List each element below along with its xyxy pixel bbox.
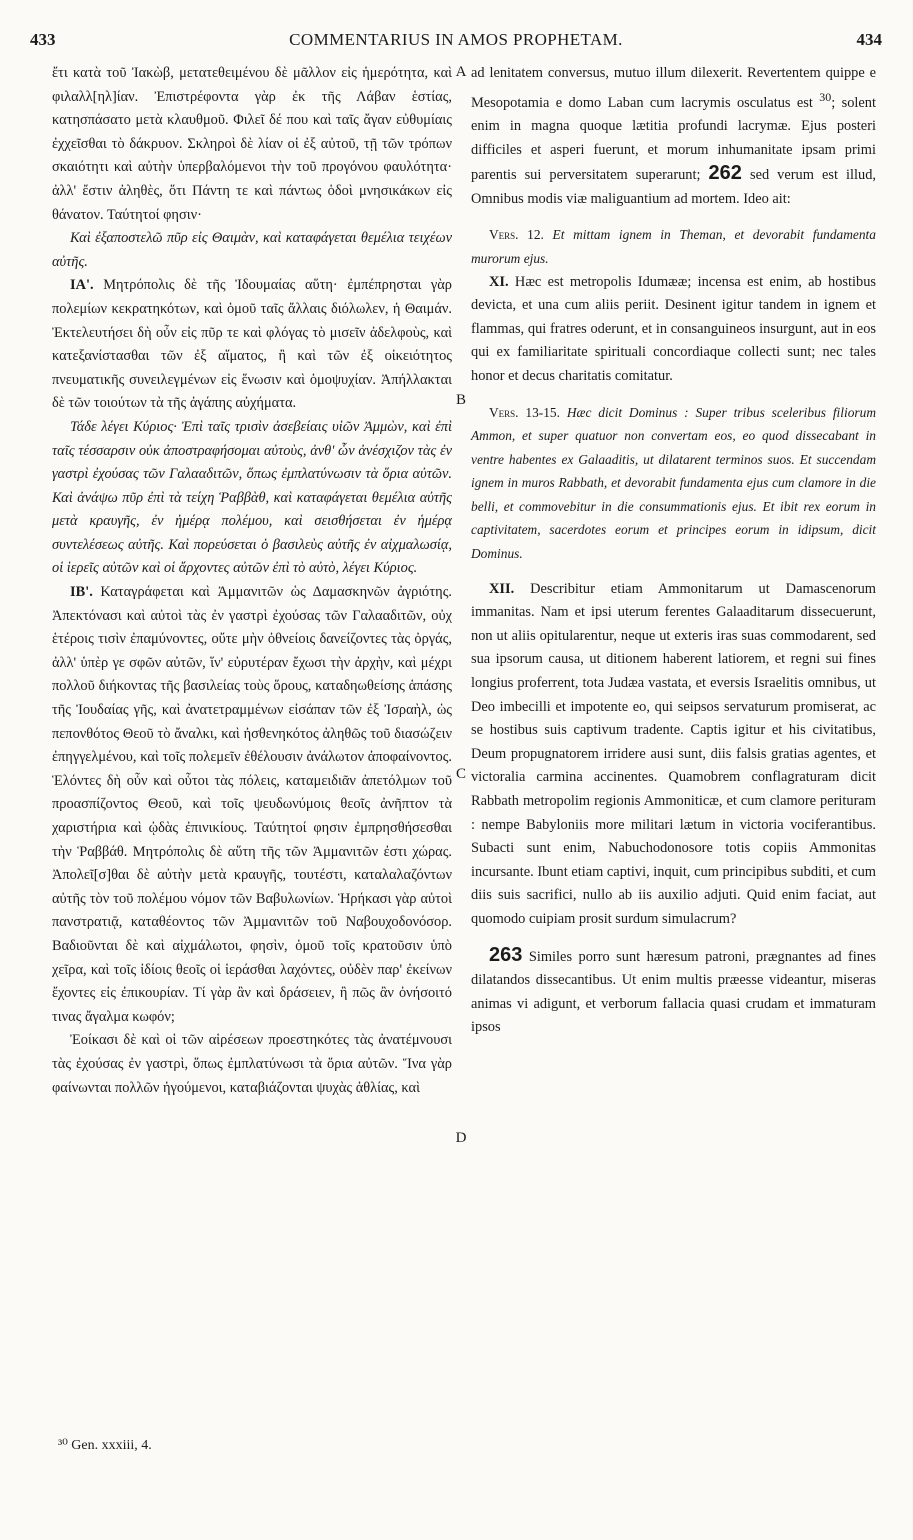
page-number-left: 433 bbox=[30, 30, 56, 49]
greek-paragraph-intro: ἔτι κατὰ τοῦ Ἰακὼβ, μετατεθειμένου δὲ μᾶλλον εἰς ἡμερότητα, καὶ φιλαλλ[ηλ]ίαν. Ἐπιστρέφοντα γὰρ ἐκ τῆς Λάβαν ἑστίας, κατησπάσατο μετὰ κλαυθμοῦ. Φιλεῖ δέ που καὶ ταῖς ἄγαν εὐθυμίαις ἐχχεῖσθαι τὸ δάκρυον. Σκληροὶ δὲ λίαν οἱ ἐξ αὐτοῦ, τῇ τῶν τρόπων σκαιότητι καὶ αὐτὴν ὑπερβαλόμενοι τὴν τοῦ προγόνου φαυλότητα· ἀλλ' ἔστιν ἀληθὲς, ὅτι Πάντη τε καὶ πάντως ὁδοὶ μνησικάκων εἰς θάνατον. Ταύτητοί φησιν· bbox=[52, 65, 452, 223]
margin-letter-c: C bbox=[455, 766, 466, 782]
latin-verse-12 bbox=[471, 223, 876, 270]
latin-intro-text: ad lenitatem conversus, mutuo illum dilexerit. Revertentem quippe e Mesopotamia e domo Laban cum lacrymis osculatus est bbox=[471, 65, 876, 111]
latin-section-12-number: XII. bbox=[489, 580, 515, 597]
page-header bbox=[30, 30, 882, 56]
latin-verse-12-text: Et mittam ignem in Theman, et devorabit fundamenta murorum ejus. bbox=[471, 227, 876, 266]
latin-column bbox=[471, 62, 876, 1040]
latin-paragraph-heresies bbox=[471, 944, 876, 1040]
running-title: COMMENTARIUS IN AMOS PROPHETAM. bbox=[289, 30, 623, 49]
greek-section-11-text: Μητρόπολις δὲ τῆς Ἰδουμαίας αὕτη· ἐμπέπρησται γὰρ πολεμίων κεκρατηκότων, καὶ ὁμοῦ ταῖς ἄλλαις διόλωλεν, ἡ Θαιμάν. Ἐκτελευτήσει δὴ οὖν εἰς πῦρ τε καὶ φλόγας τὸ μισεῖν ἀδελφοὺς, καὶ κατεξανίστασθαι τῶν ἐξ αἵματος, ἢ καὶ τῶν ἐξ οἰκειότητος πνευματικῆς συνειλεγμένων εἰς ἕνωσιν καὶ ὁμοψυχίαν. Ἀπήλλακται δὲ τῶν τοιούτων τὰ τῆς ἀγάπης αὐχήματα. bbox=[52, 277, 452, 412]
greek-column bbox=[52, 62, 452, 1100]
latin-intro-text-cont: ; solent enim in magna quoque lætitia profundi lacrymæ. Ejus posteri difficiles et asperi fuerunt, et morum inhumanitate ipsam primi parentis sui perversitatem superarunt; bbox=[471, 94, 876, 184]
column-number-263: 263 bbox=[489, 943, 523, 966]
latin-verse-13 bbox=[471, 401, 876, 566]
footnote: ³⁰ Gen. xxxiii, 4. bbox=[58, 1438, 152, 1453]
greek-section-11-number: ΙΑ'. bbox=[70, 277, 94, 294]
greek-section-12-text: Καταγράφεται καὶ Ἀμμανιτῶν ὡς Δαμασκηνῶν ἀγριότης. Ἀπεκτόνασι καὶ αὐτοὶ τὰς ἐν γαστρὶ ἐχούσας τῶν Γαλααδιτῶν, οὐχ ἑτέροις τισὶν ἐπαμύνοντες, οὔτε μὴν ὀθνείοις δανείζοντες τὰς ὀργάς, ἀλλ' ὑπὲρ γε σφῶν αὐτῶν, ἵν' εὐρυτέραν ἔχωσι τὴν ἀρχὴν, καὶ μέχρι πολλοῦ διήκοντας τῆς βασιλείας τοὺς ὅρους, καταδηωθείσης ἁπάσης τῆς Ἰουδαίας γῆς, καὶ ἀνατετραμμένων εἰσάπαν τῶν ἐξ Ἰσραὴλ, ὡς πεπονθότος Θεοῦ τὸ ἄναλκι, καὶ ἠσθενηκότος ἀληθῶς τοῦ διασώζειν ἐπηγγελμένου, καὶ τοῖς πολεμεῖν ἐθέλουσιν ἀνάλωτον ἀποφαίνοντος. Ἑλόντες δὴ οὖν καὶ οὗτοι τὰς πόλεις, καταμειδιᾶν ἀπετόλμων τοῦ προασπίζοντος Θεοῦ, καὶ τοῖς ψευδωνύμοις θεοῖς ἀνῆπτον τὰ χαριστήρια καὶ ᾠδὰς ἐπινικίους. Ταύτητοί φησιν ἐμπρησθήσεσθαι τὴν Ῥαββάθ. Μητρόπολις δὲ αὕτη τῆς τῶν Ἀμμανιτῶν ἐστι χώρας. Ἀπολεῖ[σ]θαι δὲ αὐτὴν μετὰ κραυγῆς, τουτέστι, καταλαλαζόντων αὐτῆς τὸν τοῦ πολέμου νόμον τῶν Βαβυλωνίων. Ἡρήκασι γὰρ αὐτοὶ πανστρατιᾷ, καταθέοντος τῶν Ἀμμανιτῶν τοῦ Ναβουχοδονόσορ. Βαδιοῦνται δὲ καὶ αἰχμάλωτοι, φησὶν, ὁμοῦ τοῖς κρατοῦσιν ὑπὸ χεῖρα, καὶ τοῖς ἰδίοις θεοῖς οἱ ἱεράσθαι λαχόντες, οὐδὲν παρ' ἐκείνων ἔχοντες εἰς ἐπικουρίαν. Τί γὰρ ἂν καὶ δράσειεν, ἢ πῶς ἂν ὀνήσοιτό τινας ἄγαλμα κωφόν; bbox=[52, 584, 452, 1025]
greek-verse-13: Τάδε λέγει Κύριος· Ἐπὶ ταῖς τρισὶν ἀσεβείαις υἱῶν Ἀμμὼν, καὶ ἐπὶ ταῖς τέσσαρσιν οὐκ ἀποστραφήσομαι αὐτοὺς, ἀνθ' ὧν ἀνέσχιζον τὰς ἐν γαστρὶ ἐχούσας τῶν Γαλααδιτῶν, ὅπως ἐμπλατύνωσιν τὰ ὅρια αὐτῶν. Καὶ ἀνάψω πῦρ ἐπὶ τὰ τείχη Ῥαββὰθ, καὶ καταφάγεται θεμέλια αὐτῆς μετὰ κραυγῆς, ἐν ἡμέρᾳ πολέμου, καὶ σεισθήσεται ἐν ἡμέρᾳ συντελέσεως αὐτῆς. Καὶ πορεύσεται ὁ βασιλεὺς αὐτῆς ἐν αἰχμαλωσίᾳ, οἱ ἱερεῖς αὐτῶν καὶ οἱ ἄρχοντες αὐτῶν ἐπὶ τὸ αὐτὸ, λέγει Κύριος. bbox=[52, 418, 452, 577]
latin-section-11 bbox=[471, 271, 876, 389]
latin-section-11-number: XI. bbox=[489, 273, 509, 290]
margin-letter-d: D bbox=[455, 1130, 467, 1146]
column-number-262: 262 bbox=[708, 162, 742, 185]
greek-section-12-number: ΙΒ'. bbox=[70, 584, 93, 601]
latin-verse-13-label: Vers. 13-15. bbox=[489, 404, 560, 420]
footnote-reference: 30 bbox=[819, 89, 832, 104]
margin-letter-b: B bbox=[455, 392, 466, 408]
latin-intro-text-end: sed verum est illud, Omnibus modis viæ maliguantium ad mortem. Ideo ait: bbox=[471, 167, 876, 207]
latin-paragraph-intro bbox=[471, 62, 876, 211]
greek-section-12 bbox=[52, 581, 452, 1029]
latin-verse-12-label: Vers. 12. bbox=[489, 227, 544, 243]
latin-section-12 bbox=[471, 578, 876, 932]
latin-section-12-text: Describitur etiam Ammonitarum ut Damascenorum immanitas. Nam et ipsi uterum ferentes Galaaditarum dissecuerunt, non ut aliis opitularentur, neque ut exteris iras suas commodarent, sed sua ipsorum causa, ut ditionem haberent latiorem, et regni sui fines longius proferrent, tota Judæa vastata, et eversis Israelitis omnibus, ut Deo imbecilli et impotente eo, qui seipsos servaturum promiserat, ac se hostibus suis captivum tradente. Captis igitur et his civitatibus, Deum propugnatorem irridere ausi sunt, diis falsis gratias agentes, et victoralia carmina accinentes. Quamobrem conflagraturam dicit Rabbath metropolim regionis Ammoniticæ, et cum clamore perituram : nempe Babyloniis more militari lætum in victoria vociferantibus. Subacti sunt enim, Nabuchodonosore totis copiis Ammonitas incursante. Ibunt etiam captivi, inquit, cum principibus subditi, et cum diis suis sacrifici, nullo ab iis auxilio adjuti. Quid enim faciat, aut quomodo cuipiam prosit surdum simulacrum? bbox=[471, 580, 876, 927]
greek-section-11 bbox=[52, 274, 452, 416]
latin-verse-13-text: Hæc dicit Dominus : Super tribus sceleribus filiorum Ammon, et super quatuor non convertam eos, eo quod dissecabant in ventre habentes ex Galaaditis, ut dilatarent terminos suos. Et succendam ignem in muros Rabbath, et devorabit fundamenta ejus cum clamore in die belli, et commovebitur in die consummationis ejus. Et ibit rex eorum in captivitatem, sacerdotes eorum et principes eorum in idipsum, dicit Dominus. bbox=[471, 404, 876, 562]
page-number-right: 434 bbox=[856, 30, 882, 49]
greek-paragraph-heresies: Ἐοίκασι δὲ καὶ οἱ τῶν αἱρέσεων προεστηκότες τὰς ἀνατέμνουσι τὰς ἐχούσας ἐν γαστρὶ, ὅπως ἐμπλατύνωσι τὰ ὅρια αὐτῶν. Ἵνα γὰρ φαίνωνται πολλῶν ἡγούμενοι, καταβιάζονται ψυχὰς ἀθλίας, καὶ bbox=[52, 1032, 452, 1096]
latin-section-11-text: Hæc est metropolis Idumææ; incensa est enim, ab hostibus devicta, et una cum aliis periit. Desinent igitur tandem in ignem et flammas, qui fratres oderunt, et in consanguineos insurgunt, aut in eos qui ex familiaritate spirituali concordiaque collecti sunt; nec tales honor et decus charitatis comitatur. bbox=[471, 273, 876, 384]
latin-heresies-text: Similes porro sunt hæresum patroni, prægnantes ad fines dilatandos dissecantibus. Ut enim multis præesse videantur, miseras animas vi adigunt, et verborum fallacia quasi crudam et immaturam ipsos bbox=[471, 948, 876, 1036]
margin-letter-a: A bbox=[455, 64, 467, 80]
greek-verse-12: Καὶ ἐξαποστελῶ πῦρ εἰς Θαιμὰν, καὶ καταφάγεται θεμέλια τειχέων αὐτῆς. bbox=[52, 230, 452, 270]
